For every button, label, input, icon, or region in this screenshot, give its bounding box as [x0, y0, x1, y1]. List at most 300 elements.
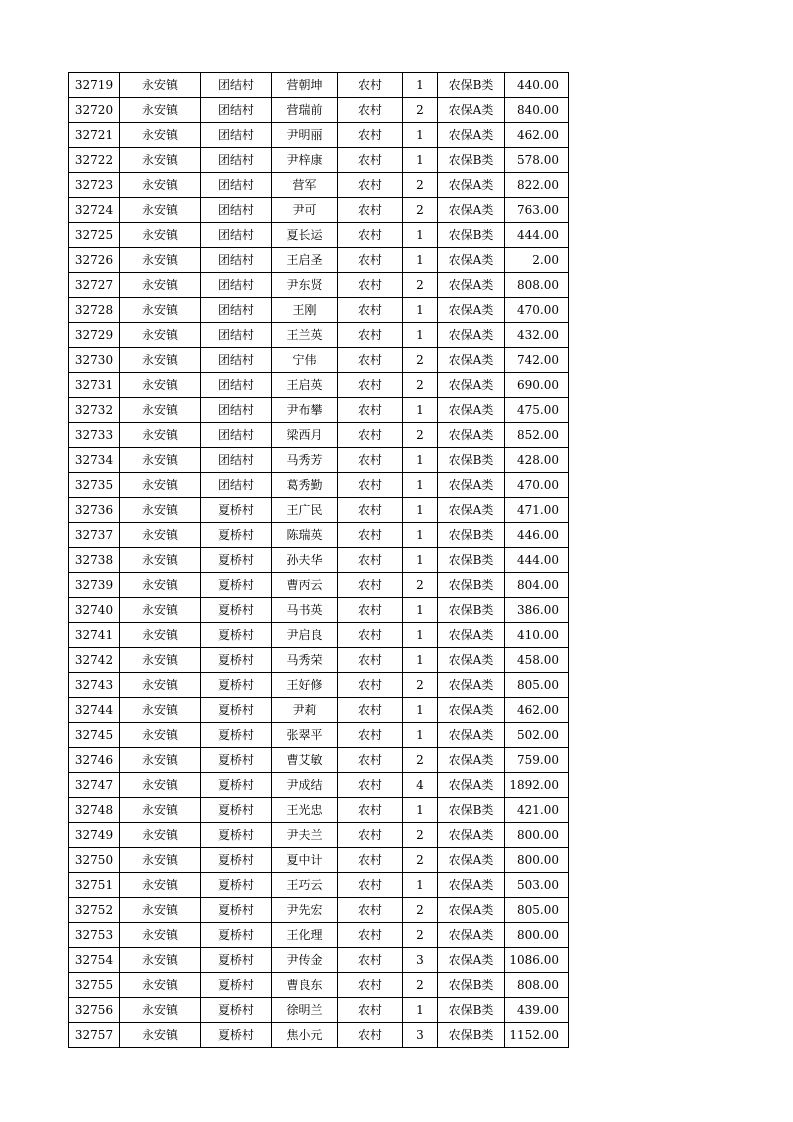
- household-type-cell: 农村: [338, 573, 403, 598]
- id-cell: 32740: [69, 598, 120, 623]
- id-cell: 32722: [69, 148, 120, 173]
- town-cell: 永安镇: [120, 448, 201, 473]
- town-cell: 永安镇: [120, 773, 201, 798]
- id-cell: 32741: [69, 623, 120, 648]
- id-cell: 32727: [69, 273, 120, 298]
- amount-cell: 800.00: [505, 848, 569, 873]
- household-type-cell: 农村: [338, 298, 403, 323]
- insurance-class-cell: 农保A类: [438, 873, 505, 898]
- village-cell: 团结村: [201, 123, 272, 148]
- household-type-cell: 农村: [338, 823, 403, 848]
- village-cell: 团结村: [201, 98, 272, 123]
- town-cell: 永安镇: [120, 1023, 201, 1048]
- amount-cell: 432.00: [505, 323, 569, 348]
- household-type-cell: 农村: [338, 648, 403, 673]
- insurance-class-cell: 农保A类: [438, 948, 505, 973]
- household-type-cell: 农村: [338, 398, 403, 423]
- amount-cell: 805.00: [505, 673, 569, 698]
- amount-cell: 444.00: [505, 223, 569, 248]
- amount-cell: 470.00: [505, 298, 569, 323]
- id-cell: 32746: [69, 748, 120, 773]
- insurance-class-cell: 农保A类: [438, 98, 505, 123]
- insurance-class-cell: 农保A类: [438, 498, 505, 523]
- village-cell: 夏桥村: [201, 873, 272, 898]
- insurance-class-cell: 农保A类: [438, 898, 505, 923]
- member-count-cell: 1: [403, 873, 438, 898]
- village-cell: 团结村: [201, 298, 272, 323]
- village-cell: 夏桥村: [201, 798, 272, 823]
- village-cell: 夏桥村: [201, 623, 272, 648]
- table-row: [69, 798, 569, 823]
- table-row: [69, 648, 569, 673]
- member-count-cell: 2: [403, 273, 438, 298]
- member-count-cell: 1: [403, 798, 438, 823]
- town-cell: 永安镇: [120, 273, 201, 298]
- table-row: [69, 173, 569, 198]
- name-cell: 王广民: [272, 498, 338, 523]
- town-cell: 永安镇: [120, 498, 201, 523]
- id-cell: 32730: [69, 348, 120, 373]
- name-cell: 王兰英: [272, 323, 338, 348]
- name-cell: 尹启良: [272, 623, 338, 648]
- table-row: [69, 223, 569, 248]
- village-cell: 夏桥村: [201, 923, 272, 948]
- town-cell: 永安镇: [120, 748, 201, 773]
- household-type-cell: 农村: [338, 748, 403, 773]
- household-type-cell: 农村: [338, 348, 403, 373]
- town-cell: 永安镇: [120, 348, 201, 373]
- insurance-class-cell: 农保A类: [438, 723, 505, 748]
- member-count-cell: 1: [403, 248, 438, 273]
- household-type-cell: 农村: [338, 623, 403, 648]
- table-row: [69, 148, 569, 173]
- town-cell: 永安镇: [120, 423, 201, 448]
- member-count-cell: 1: [403, 148, 438, 173]
- id-cell: 32733: [69, 423, 120, 448]
- town-cell: 永安镇: [120, 673, 201, 698]
- amount-cell: 804.00: [505, 573, 569, 598]
- village-cell: 团结村: [201, 398, 272, 423]
- household-type-cell: 农村: [338, 423, 403, 448]
- insurance-class-cell: 农保A类: [438, 773, 505, 798]
- insurance-class-cell: 农保A类: [438, 123, 505, 148]
- name-cell: 王启英: [272, 373, 338, 398]
- insurance-class-cell: 农保A类: [438, 648, 505, 673]
- insurance-class-cell: 农保A类: [438, 273, 505, 298]
- id-cell: 32728: [69, 298, 120, 323]
- id-cell: 32724: [69, 198, 120, 223]
- name-cell: 葛秀勤: [272, 473, 338, 498]
- member-count-cell: 2: [403, 848, 438, 873]
- village-cell: 夏桥村: [201, 598, 272, 623]
- id-cell: 32757: [69, 1023, 120, 1048]
- village-cell: 团结村: [201, 448, 272, 473]
- name-cell: 尹布攀: [272, 398, 338, 423]
- table-row: [69, 573, 569, 598]
- insurance-class-cell: 农保B类: [438, 573, 505, 598]
- insurance-class-cell: 农保B类: [438, 148, 505, 173]
- amount-cell: 1892.00: [505, 773, 569, 798]
- name-cell: 尹莉: [272, 698, 338, 723]
- name-cell: 夏中计: [272, 848, 338, 873]
- insurance-class-cell: 农保A类: [438, 473, 505, 498]
- town-cell: 永安镇: [120, 898, 201, 923]
- id-cell: 32747: [69, 773, 120, 798]
- id-cell: 32737: [69, 523, 120, 548]
- id-cell: 32754: [69, 948, 120, 973]
- id-cell: 32721: [69, 123, 120, 148]
- amount-cell: 475.00: [505, 398, 569, 423]
- member-count-cell: 1: [403, 998, 438, 1023]
- name-cell: 曹艾敏: [272, 748, 338, 773]
- name-cell: 营朝坤: [272, 73, 338, 98]
- member-count-cell: 1: [403, 523, 438, 548]
- member-count-cell: 2: [403, 973, 438, 998]
- insurance-class-cell: 农保B类: [438, 598, 505, 623]
- town-cell: 永安镇: [120, 298, 201, 323]
- town-cell: 永安镇: [120, 223, 201, 248]
- member-count-cell: 1: [403, 548, 438, 573]
- id-cell: 32723: [69, 173, 120, 198]
- member-count-cell: 1: [403, 473, 438, 498]
- village-cell: 团结村: [201, 198, 272, 223]
- table-row: [69, 873, 569, 898]
- insurance-class-cell: 农保A类: [438, 348, 505, 373]
- table-row: [69, 498, 569, 523]
- table-row: [69, 373, 569, 398]
- amount-cell: 759.00: [505, 748, 569, 773]
- village-cell: 夏桥村: [201, 723, 272, 748]
- village-cell: 夏桥村: [201, 498, 272, 523]
- household-type-cell: 农村: [338, 273, 403, 298]
- town-cell: 永安镇: [120, 823, 201, 848]
- insurance-class-cell: 农保A类: [438, 423, 505, 448]
- insurance-class-cell: 农保A类: [438, 923, 505, 948]
- town-cell: 永安镇: [120, 98, 201, 123]
- name-cell: 王好修: [272, 673, 338, 698]
- member-count-cell: 4: [403, 773, 438, 798]
- id-cell: 32743: [69, 673, 120, 698]
- household-type-cell: 农村: [338, 248, 403, 273]
- id-cell: 32752: [69, 898, 120, 923]
- name-cell: 尹梓康: [272, 148, 338, 173]
- name-cell: 尹成结: [272, 773, 338, 798]
- table-row: [69, 623, 569, 648]
- amount-cell: 1152.00: [505, 1023, 569, 1048]
- insurance-class-cell: 农保A类: [438, 673, 505, 698]
- household-type-cell: 农村: [338, 548, 403, 573]
- village-cell: 团结村: [201, 423, 272, 448]
- member-count-cell: 1: [403, 398, 438, 423]
- amount-cell: 742.00: [505, 348, 569, 373]
- table-body: [69, 73, 569, 1048]
- household-type-cell: 农村: [338, 598, 403, 623]
- household-type-cell: 农村: [338, 998, 403, 1023]
- table-row: [69, 423, 569, 448]
- member-count-cell: 3: [403, 948, 438, 973]
- member-count-cell: 1: [403, 298, 438, 323]
- village-cell: 团结村: [201, 323, 272, 348]
- name-cell: 王化理: [272, 923, 338, 948]
- table-row: [69, 1023, 569, 1048]
- member-count-cell: 1: [403, 123, 438, 148]
- amount-cell: 428.00: [505, 448, 569, 473]
- amount-cell: 446.00: [505, 523, 569, 548]
- town-cell: 永安镇: [120, 523, 201, 548]
- name-cell: 陈瑞英: [272, 523, 338, 548]
- id-cell: 32734: [69, 448, 120, 473]
- insurance-class-cell: 农保B类: [438, 448, 505, 473]
- town-cell: 永安镇: [120, 248, 201, 273]
- town-cell: 永安镇: [120, 598, 201, 623]
- amount-cell: 439.00: [505, 998, 569, 1023]
- name-cell: 王光忠: [272, 798, 338, 823]
- name-cell: 王启圣: [272, 248, 338, 273]
- id-cell: 32748: [69, 798, 120, 823]
- amount-cell: 822.00: [505, 173, 569, 198]
- town-cell: 永安镇: [120, 723, 201, 748]
- name-cell: 王巧云: [272, 873, 338, 898]
- household-type-cell: 农村: [338, 173, 403, 198]
- id-cell: 32749: [69, 823, 120, 848]
- member-count-cell: 2: [403, 373, 438, 398]
- member-count-cell: 2: [403, 823, 438, 848]
- member-count-cell: 2: [403, 173, 438, 198]
- id-cell: 32742: [69, 648, 120, 673]
- household-type-cell: 农村: [338, 923, 403, 948]
- id-cell: 32735: [69, 473, 120, 498]
- town-cell: 永安镇: [120, 173, 201, 198]
- town-cell: 永安镇: [120, 323, 201, 348]
- table-row: [69, 123, 569, 148]
- table-row: [69, 923, 569, 948]
- insurance-class-cell: 农保B类: [438, 798, 505, 823]
- household-type-cell: 农村: [338, 848, 403, 873]
- id-cell: 32725: [69, 223, 120, 248]
- village-cell: 夏桥村: [201, 823, 272, 848]
- table-row: [69, 248, 569, 273]
- table-row: [69, 398, 569, 423]
- insurance-class-cell: 农保A类: [438, 623, 505, 648]
- village-cell: 团结村: [201, 223, 272, 248]
- id-cell: 32739: [69, 573, 120, 598]
- id-cell: 32756: [69, 998, 120, 1023]
- id-cell: 32755: [69, 973, 120, 998]
- name-cell: 曹良东: [272, 973, 338, 998]
- id-cell: 32745: [69, 723, 120, 748]
- insurance-class-cell: 农保A类: [438, 698, 505, 723]
- village-cell: 团结村: [201, 348, 272, 373]
- amount-cell: 578.00: [505, 148, 569, 173]
- insurance-class-cell: 农保A类: [438, 198, 505, 223]
- id-cell: 32751: [69, 873, 120, 898]
- table-row: [69, 948, 569, 973]
- table-row: [69, 198, 569, 223]
- insurance-class-cell: 农保A类: [438, 298, 505, 323]
- household-type-cell: 农村: [338, 723, 403, 748]
- member-count-cell: 1: [403, 698, 438, 723]
- household-type-cell: 农村: [338, 898, 403, 923]
- amount-cell: 471.00: [505, 498, 569, 523]
- amount-cell: 840.00: [505, 98, 569, 123]
- table-row: [69, 298, 569, 323]
- amount-cell: 386.00: [505, 598, 569, 623]
- insurance-class-cell: 农保A类: [438, 373, 505, 398]
- town-cell: 永安镇: [120, 373, 201, 398]
- town-cell: 永安镇: [120, 198, 201, 223]
- id-cell: 32731: [69, 373, 120, 398]
- household-type-cell: 农村: [338, 473, 403, 498]
- village-cell: 夏桥村: [201, 948, 272, 973]
- household-type-cell: 农村: [338, 773, 403, 798]
- data-table: [68, 72, 569, 1048]
- town-cell: 永安镇: [120, 923, 201, 948]
- name-cell: 尹夫兰: [272, 823, 338, 848]
- amount-cell: 808.00: [505, 273, 569, 298]
- table-row: [69, 323, 569, 348]
- table-row: [69, 598, 569, 623]
- member-count-cell: 2: [403, 748, 438, 773]
- amount-cell: 462.00: [505, 123, 569, 148]
- table-row: [69, 523, 569, 548]
- village-cell: 团结村: [201, 173, 272, 198]
- village-cell: 夏桥村: [201, 698, 272, 723]
- name-cell: 尹东贤: [272, 273, 338, 298]
- name-cell: 焦小元: [272, 1023, 338, 1048]
- insurance-class-cell: 农保A类: [438, 173, 505, 198]
- insurance-class-cell: 农保A类: [438, 323, 505, 348]
- amount-cell: 444.00: [505, 548, 569, 573]
- town-cell: 永安镇: [120, 398, 201, 423]
- id-cell: 32736: [69, 498, 120, 523]
- insurance-class-cell: 农保A类: [438, 248, 505, 273]
- amount-cell: 808.00: [505, 973, 569, 998]
- insurance-class-cell: 农保B类: [438, 523, 505, 548]
- household-type-cell: 农村: [338, 223, 403, 248]
- member-count-cell: 1: [403, 723, 438, 748]
- household-type-cell: 农村: [338, 673, 403, 698]
- id-cell: 32732: [69, 398, 120, 423]
- town-cell: 永安镇: [120, 473, 201, 498]
- name-cell: 尹明丽: [272, 123, 338, 148]
- name-cell: 孙夫华: [272, 548, 338, 573]
- member-count-cell: 1: [403, 648, 438, 673]
- table-row: [69, 823, 569, 848]
- name-cell: 宁伟: [272, 348, 338, 373]
- village-cell: 夏桥村: [201, 748, 272, 773]
- id-cell: 32729: [69, 323, 120, 348]
- insurance-class-cell: 农保B类: [438, 973, 505, 998]
- member-count-cell: 3: [403, 1023, 438, 1048]
- village-cell: 夏桥村: [201, 998, 272, 1023]
- town-cell: 永安镇: [120, 873, 201, 898]
- member-count-cell: 1: [403, 598, 438, 623]
- name-cell: 梁西月: [272, 423, 338, 448]
- name-cell: 徐明兰: [272, 998, 338, 1023]
- town-cell: 永安镇: [120, 973, 201, 998]
- town-cell: 永安镇: [120, 648, 201, 673]
- village-cell: 夏桥村: [201, 1023, 272, 1048]
- household-type-cell: 农村: [338, 498, 403, 523]
- household-type-cell: 农村: [338, 448, 403, 473]
- table-row: [69, 973, 569, 998]
- name-cell: 曹丙云: [272, 573, 338, 598]
- household-type-cell: 农村: [338, 148, 403, 173]
- amount-cell: 852.00: [505, 423, 569, 448]
- member-count-cell: 1: [403, 223, 438, 248]
- village-cell: 团结村: [201, 73, 272, 98]
- table-row: [69, 898, 569, 923]
- amount-cell: 458.00: [505, 648, 569, 673]
- amount-cell: 763.00: [505, 198, 569, 223]
- table-row: [69, 773, 569, 798]
- village-cell: 夏桥村: [201, 973, 272, 998]
- amount-cell: 410.00: [505, 623, 569, 648]
- name-cell: 营军: [272, 173, 338, 198]
- village-cell: 团结村: [201, 373, 272, 398]
- table-row: [69, 698, 569, 723]
- town-cell: 永安镇: [120, 798, 201, 823]
- amount-cell: 503.00: [505, 873, 569, 898]
- village-cell: 夏桥村: [201, 648, 272, 673]
- household-type-cell: 农村: [338, 1023, 403, 1048]
- amount-cell: 1086.00: [505, 948, 569, 973]
- table-row: [69, 673, 569, 698]
- town-cell: 永安镇: [120, 573, 201, 598]
- household-type-cell: 农村: [338, 98, 403, 123]
- table-row: [69, 73, 569, 98]
- household-type-cell: 农村: [338, 523, 403, 548]
- amount-cell: 690.00: [505, 373, 569, 398]
- household-type-cell: 农村: [338, 798, 403, 823]
- amount-cell: 800.00: [505, 823, 569, 848]
- member-count-cell: 2: [403, 198, 438, 223]
- table-row: [69, 98, 569, 123]
- name-cell: 尹先宏: [272, 898, 338, 923]
- household-type-cell: 农村: [338, 698, 403, 723]
- name-cell: 营瑞前: [272, 98, 338, 123]
- member-count-cell: 2: [403, 98, 438, 123]
- insurance-class-cell: 农保B类: [438, 1023, 505, 1048]
- member-count-cell: 2: [403, 348, 438, 373]
- village-cell: 团结村: [201, 273, 272, 298]
- town-cell: 永安镇: [120, 123, 201, 148]
- id-cell: 32744: [69, 698, 120, 723]
- household-type-cell: 农村: [338, 123, 403, 148]
- amount-cell: 502.00: [505, 723, 569, 748]
- table-row: [69, 723, 569, 748]
- member-count-cell: 2: [403, 898, 438, 923]
- name-cell: 张翠平: [272, 723, 338, 748]
- table-row: [69, 448, 569, 473]
- amount-cell: 462.00: [505, 698, 569, 723]
- village-cell: 夏桥村: [201, 773, 272, 798]
- household-type-cell: 农村: [338, 373, 403, 398]
- amount-cell: 2.00: [505, 248, 569, 273]
- village-cell: 夏桥村: [201, 898, 272, 923]
- household-type-cell: 农村: [338, 873, 403, 898]
- town-cell: 永安镇: [120, 548, 201, 573]
- amount-cell: 800.00: [505, 923, 569, 948]
- village-cell: 团结村: [201, 248, 272, 273]
- insurance-class-cell: 农保B类: [438, 998, 505, 1023]
- member-count-cell: 2: [403, 423, 438, 448]
- town-cell: 永安镇: [120, 148, 201, 173]
- name-cell: 尹传金: [272, 948, 338, 973]
- insurance-class-cell: 农保B类: [438, 548, 505, 573]
- member-count-cell: 2: [403, 923, 438, 948]
- name-cell: 夏长运: [272, 223, 338, 248]
